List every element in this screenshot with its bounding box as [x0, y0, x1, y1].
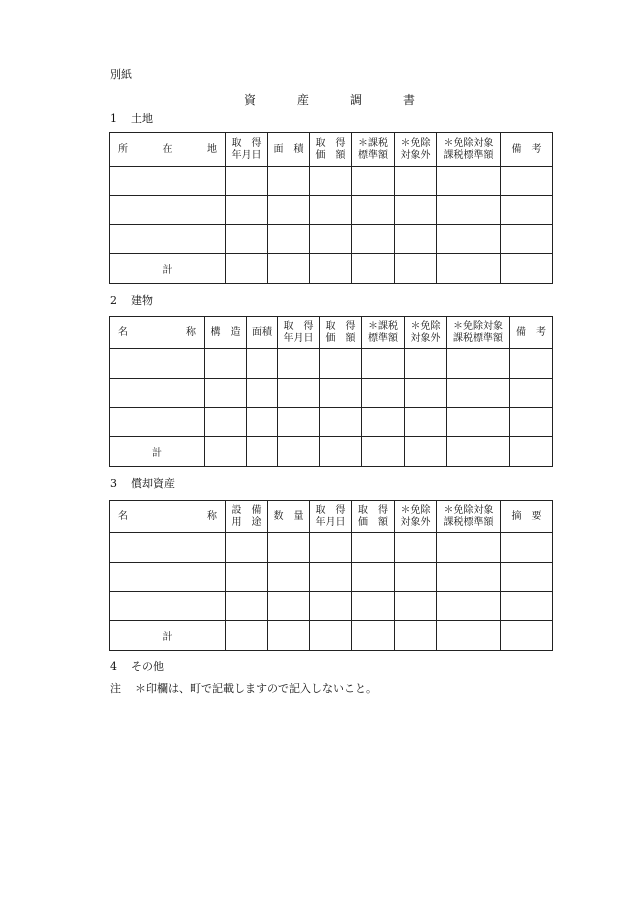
header-equipment-use: 設 備 用 途	[226, 501, 268, 533]
section-heading-building	[110, 295, 153, 306]
header-exempt-tax-base: ＊免除対象 課税標準額	[447, 317, 510, 349]
land-table	[109, 132, 553, 284]
title-char: 資	[244, 93, 257, 107]
section-title: 土地	[131, 112, 153, 125]
section-title: 償却資産	[131, 477, 175, 490]
section-heading-depreciable	[110, 478, 175, 489]
header-name: 名 称	[110, 501, 226, 533]
table-row	[110, 379, 553, 408]
section-number: 2	[110, 294, 117, 307]
header-area: 面積	[247, 317, 278, 349]
header-remarks: 備 考	[501, 133, 553, 167]
table-row	[110, 225, 553, 254]
header-exempt: ＊免除 対象外	[395, 133, 437, 167]
section-number: 4	[110, 660, 117, 673]
header-acquire-date: 取 得 年月日	[310, 501, 352, 533]
section-number: 3	[110, 477, 117, 490]
table-total-row	[110, 621, 553, 651]
table-row	[110, 533, 553, 563]
building-table	[109, 316, 553, 467]
header-exempt: ＊免除 対象外	[405, 317, 447, 349]
header-exempt: ＊免除 対象外	[395, 501, 437, 533]
depreciable-table	[109, 500, 553, 651]
header-location: 所 在 地	[110, 133, 226, 167]
table-total-row	[110, 437, 553, 467]
note-label: 注	[110, 682, 121, 695]
table-row	[110, 408, 553, 437]
table-row	[110, 196, 553, 225]
header-remarks: 備 考	[510, 317, 553, 349]
section-heading-land	[110, 113, 153, 124]
section-number: 1	[110, 112, 117, 125]
header-name: 名 称	[110, 317, 205, 349]
section-title: 建物	[131, 294, 153, 307]
table-total-row	[110, 254, 553, 284]
table-header-row	[110, 317, 553, 349]
header-area: 面 積	[268, 133, 310, 167]
table-row	[110, 563, 553, 592]
table-row	[110, 349, 553, 379]
table-row	[110, 167, 553, 196]
header-acquire-date: 取 得 年月日	[226, 133, 268, 167]
header-exempt-tax-base: ＊免除対象 課税標準額	[437, 133, 501, 167]
header-exempt-tax-base: ＊免除対象 課税標準額	[437, 501, 501, 533]
total-label: 計	[110, 254, 226, 284]
header-tax-base: ＊課税 標準額	[362, 317, 405, 349]
table-header-row	[110, 133, 553, 167]
note	[110, 683, 377, 694]
document-title	[240, 91, 420, 105]
header-tax-base: ＊課税 標準額	[352, 133, 395, 167]
header-quantity: 数 量	[268, 501, 310, 533]
header-structure: 構 造	[205, 317, 247, 349]
header-acquire-date: 取 得 年月日	[278, 317, 320, 349]
attachment-label: 別紙	[110, 68, 132, 81]
total-label: 計	[110, 621, 226, 651]
table-row	[110, 592, 553, 621]
section-heading-other	[110, 661, 164, 672]
total-label: 計	[110, 437, 205, 467]
section-title: その他	[131, 660, 164, 673]
title-char: 調	[350, 93, 363, 107]
header-acquire-price: 取 得 価 額	[320, 317, 362, 349]
title-char: 書	[403, 93, 416, 107]
table-header-row	[110, 501, 553, 533]
header-acquire-price: 取 得 価 額	[310, 133, 352, 167]
header-summary: 摘 要	[501, 501, 553, 533]
header-acquire-price: 取 得 価 額	[352, 501, 395, 533]
note-text: ＊印欄は、町で記載しますので記入しないこと。	[135, 682, 377, 695]
title-char: 産	[297, 93, 310, 107]
